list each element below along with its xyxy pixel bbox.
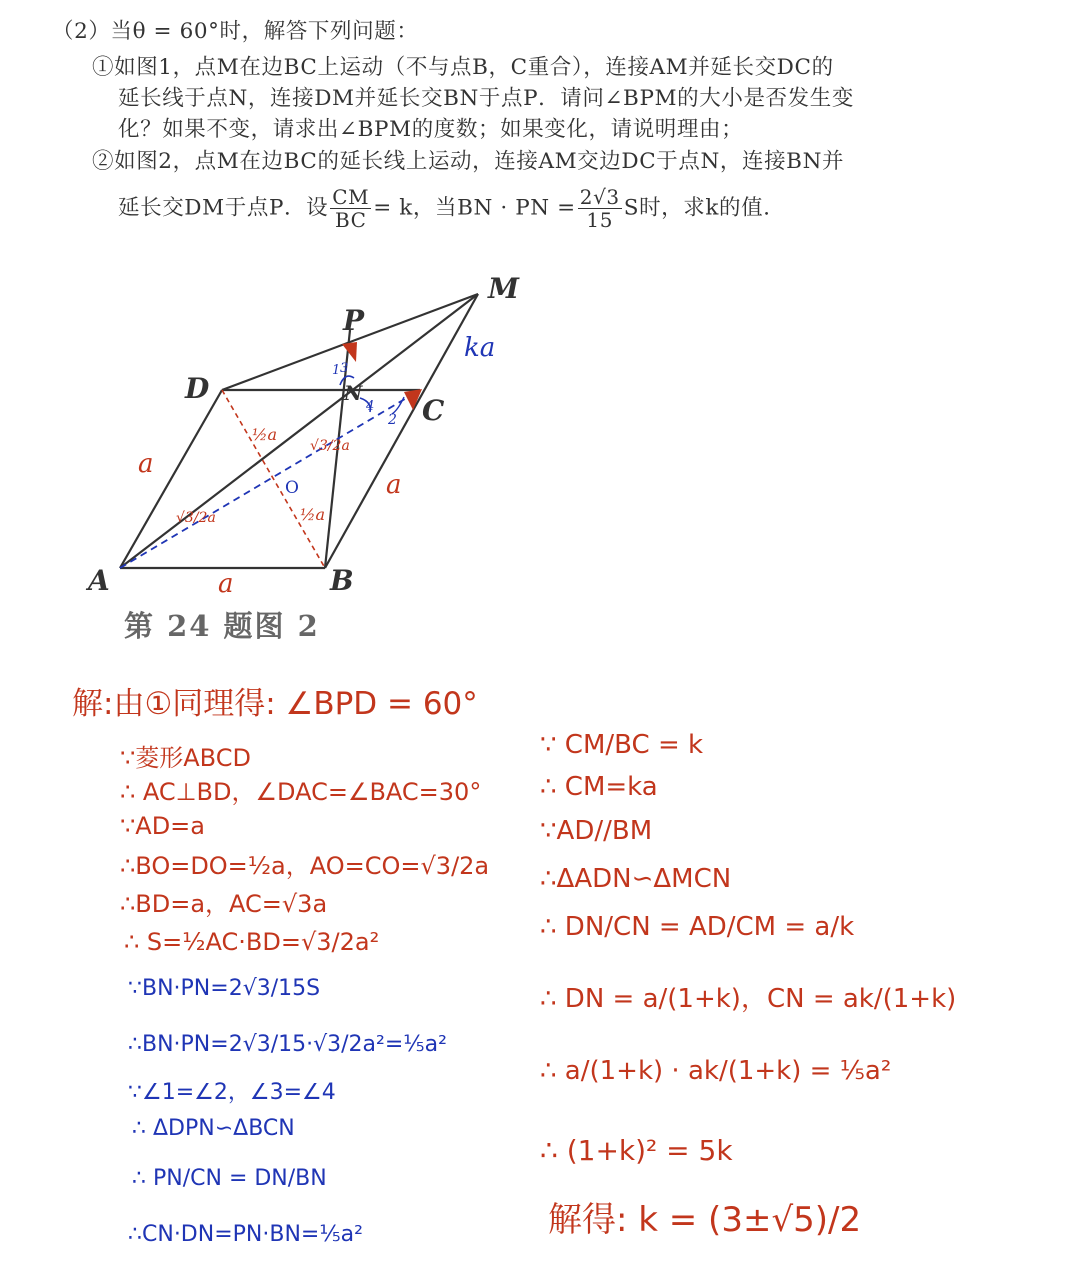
solution-left-2: ∵菱形ABCD bbox=[120, 744, 251, 772]
solution-right-2: ∴ CM=ka bbox=[540, 772, 658, 802]
segment-am bbox=[120, 294, 478, 568]
solution-right-6: ∴ DN = a/(1+k)，CN = ak/(1+k) bbox=[540, 984, 957, 1014]
problem-line-2: ①如图1，点M在边BC上运动（不与点B，C重合），连接AM并延长交DC的 bbox=[92, 55, 834, 80]
problem-line-6a: 延长交DM于点P．设 bbox=[118, 195, 329, 221]
solution-left-5: ∴BO=DO=½a，AO=CO=√3/2a bbox=[120, 852, 490, 880]
solution-right-9: 解得: k = (3±√5)/2 bbox=[548, 1200, 862, 1240]
figure-lines bbox=[120, 294, 478, 568]
fraction-2root3-15-den: 15 bbox=[586, 208, 614, 232]
solution-left-13: ∴CN·DN=PN·BN=⅕a² bbox=[128, 1222, 363, 1247]
problem-line-1: （2）当θ = 60°时，解答下列问题： bbox=[52, 19, 419, 44]
solution-right-7: ∴ a/(1+k) · ak/(1+k) = ⅕a² bbox=[540, 1056, 892, 1086]
solution-right-3: ∵AD//BM bbox=[540, 816, 653, 846]
problem-line-4: 化？如果不变，请求出∠BPM的度数；如果变化，请说明理由； bbox=[118, 117, 744, 142]
solution-left-10: ∵∠1=∠2，∠3=∠4 bbox=[128, 1080, 336, 1105]
fraction-2root3-15-num: 2√3 bbox=[579, 185, 620, 209]
problem-line-5: ②如图2，点M在边BC的延长线上运动，连接AM交边DC于点N，连接BN并 bbox=[92, 149, 845, 174]
label-nc-half: √3/2a bbox=[310, 438, 350, 454]
solution-right-1: ∵ CM/BC = k bbox=[540, 730, 704, 760]
solution-left-6: ∴BD=a，AC=√3a bbox=[120, 890, 328, 918]
label-angle-4: 4 bbox=[366, 399, 375, 414]
fraction-cm-bc bbox=[330, 186, 371, 231]
solution-left-8: ∵BN·PN=2√3/15S bbox=[128, 976, 321, 1001]
label-cm-ka: ka bbox=[464, 333, 496, 363]
label-ao-half: √3/2a bbox=[176, 510, 216, 526]
solution-left-12: ∴ PN/CN = DN/BN bbox=[132, 1166, 327, 1191]
label-angle-1: 1 bbox=[332, 363, 341, 378]
point-label-c: C bbox=[422, 394, 445, 427]
point-label-p: P bbox=[343, 304, 365, 337]
solution-right-8: ∴ (1+k)² = 5k bbox=[540, 1134, 733, 1167]
label-angle-3: 3 bbox=[340, 361, 349, 376]
label-side-cb: a bbox=[386, 470, 402, 500]
problem-line-6c: S时，求k的值． bbox=[623, 195, 786, 221]
problem-line-6 bbox=[118, 186, 785, 231]
point-label-n: N bbox=[344, 381, 363, 405]
geometry-figure bbox=[0, 250, 560, 650]
solution-left-9: ∴BN·PN=2√3/15·√3/2a²=⅕a² bbox=[128, 1032, 447, 1057]
point-label-a: A bbox=[88, 564, 110, 597]
solution-right-4: ∴ΔADN∽ΔMCN bbox=[540, 864, 732, 894]
label-angle-2: 2 bbox=[388, 412, 397, 428]
fraction-2root3-15 bbox=[578, 186, 622, 231]
solution-left-4: ∵AD=a bbox=[120, 812, 205, 840]
label-ob-half: ½a bbox=[300, 505, 326, 524]
point-label-m: M bbox=[488, 272, 519, 305]
figure-caption: 第 24 题图 2 bbox=[124, 609, 320, 643]
point-label-b: B bbox=[330, 564, 354, 597]
solution-right-5: ∴ DN/CN = AD/CM = a/k bbox=[540, 912, 855, 942]
problem-line-6b: = k，当BN · PN = bbox=[373, 195, 576, 221]
fraction-cm-bc-den: BC bbox=[334, 208, 367, 232]
solution-left-7: ∴ S=½AC·BD=√3/2a² bbox=[124, 928, 380, 956]
solution-left-3: ∴ AC⊥BD，∠DAC=∠BAC=30° bbox=[120, 778, 482, 806]
solution-left-11: ∴ ΔDPN∽ΔBCN bbox=[132, 1116, 295, 1141]
label-side-ab: a bbox=[218, 569, 234, 599]
solution-left-1: 解:由①同理得: ∠BPD = 60° bbox=[72, 686, 478, 722]
segment-ad bbox=[120, 390, 222, 568]
problem-line-3: 延长线于点N，连接DM并延长交BN于点P．请问∠BPM的大小是否发生变 bbox=[118, 86, 854, 111]
label-do-half: ½a bbox=[252, 425, 278, 444]
fraction-cm-bc-num: CM bbox=[332, 185, 370, 209]
label-side-da: a bbox=[138, 449, 154, 479]
angle-mark-p bbox=[342, 342, 357, 362]
point-label-d: D bbox=[185, 372, 210, 405]
point-label-o: O bbox=[285, 478, 299, 498]
